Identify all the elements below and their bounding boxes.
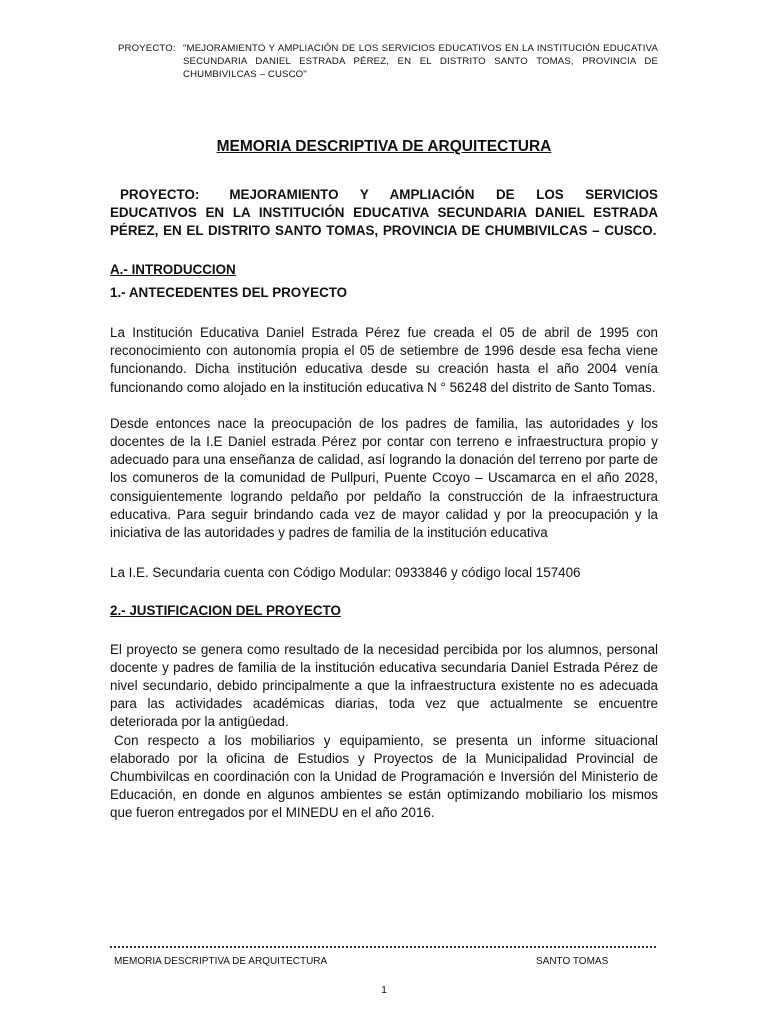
footer-divider <box>110 946 656 948</box>
section-a-heading: A.- INTRODUCCION <box>110 261 236 277</box>
section-2-heading: 2.- JUSTIFICACION DEL PROYECTO <box>110 603 341 619</box>
project-text: MEJORAMIENTO Y AMPLIACIÓN DE LOS SERVICIOS EDUCATIVOS EN LA INSTITUCIÓN EDUCATIVA SECUNDARIA DANIEL ESTRADA PÉREZ, EN EL DISTRITO SANTO TOMAS, PROVINCIA DE CHUMBIVILCAS – CUSCO. <box>110 187 658 239</box>
project-label: PROYECTO: <box>120 187 200 202</box>
section-2-paragraph-1: El proyecto se genera como resultado de la necesidad percibida por los alumnos, personal docente y padres de familia de la institución educativa secundaria Daniel Estrada Pérez de nivel secundario, debido principalmente a que la infraestructura existente no es adecuada para las actividades académicas diarias, toda vez que actualmente se encuentre deteriorada por la antigüedad. <box>110 641 658 730</box>
section-1-paragraph-3: La I.E. Secundaria cuenta con Código Modular: 0933846 y código local 157406 <box>110 565 581 581</box>
header-label: PROYECTO: <box>118 43 176 54</box>
header-project-text: "MEJORAMIENTO Y AMPLIACIÓN DE LOS SERVICIOS EDUCATIVOS EN LA INSTITUCIÓN EDUCATIVA SECUNDARIA DANIEL ESTRADA PÉREZ, EN EL DISTRITO SANTO TOMAS, PROVINCIA DE CHUMBIVILCAS – CUSCO" <box>183 43 658 80</box>
section-1-paragraph-2: Desde entonces nace la preocupación de los padres de familia, las autoridades y los docentes de la I.E Daniel estrada Pérez por contar con terreno e infraestructura propio y adecuado para una enseñanza de calidad, así logrando la donación del terreno por parte de los comuneros de la comunidad de Pullpuri, Puente Ccoyo – Uscamarca en el año 2028, consiguientemente logrando peldaño por peldaño la construcción de la infraestructura educativa. Para seguir brindando cada vez de mayor calidad y por la preocupación y la iniciativa de las autoridades y padres de familia de la institución educativa <box>110 415 658 541</box>
page-number: 1 <box>381 984 387 996</box>
footer-document-title: MEMORIA DESCRIPTIVA DE ARQUITECTURA <box>114 956 328 967</box>
document-title: MEMORIA DESCRIPTIVA DE ARQUITECTURA <box>216 138 552 155</box>
project-statement <box>110 186 658 241</box>
section-2-paragraph-2: Con respecto a los mobiliarios y equipamiento, se presenta un informe situacional elaborado por la oficina de Estudios y Proyectos de la Municipalidad Provincial de Chumbivilcas en coordinación con la Unidad de Programación e Inversión del Ministerio de Educación, en donde en algunos ambientes se están optimizando mobiliario los mismos que fueron entregados por el MINEDU en el año 2016. <box>110 732 658 821</box>
section-1-paragraph-1: La Institución Educativa Daniel Estrada Pérez fue creada el 05 de abril de 1995 con reconocimiento con autonomía propia el 05 de setiembre de 1996 desde esa fecha viene funcionando. Dicha institución educativa desde su creación hasta el año 2004 venía funcionando como alojado en la institución educativa N ° 56248 del distrito de Santo Tomas. <box>110 325 658 395</box>
footer-location: SANTO TOMAS <box>536 956 609 967</box>
page-header <box>118 42 658 81</box>
section-1-heading: 1.- ANTECEDENTES DEL PROYECTO <box>110 284 348 300</box>
document-body <box>110 186 658 823</box>
